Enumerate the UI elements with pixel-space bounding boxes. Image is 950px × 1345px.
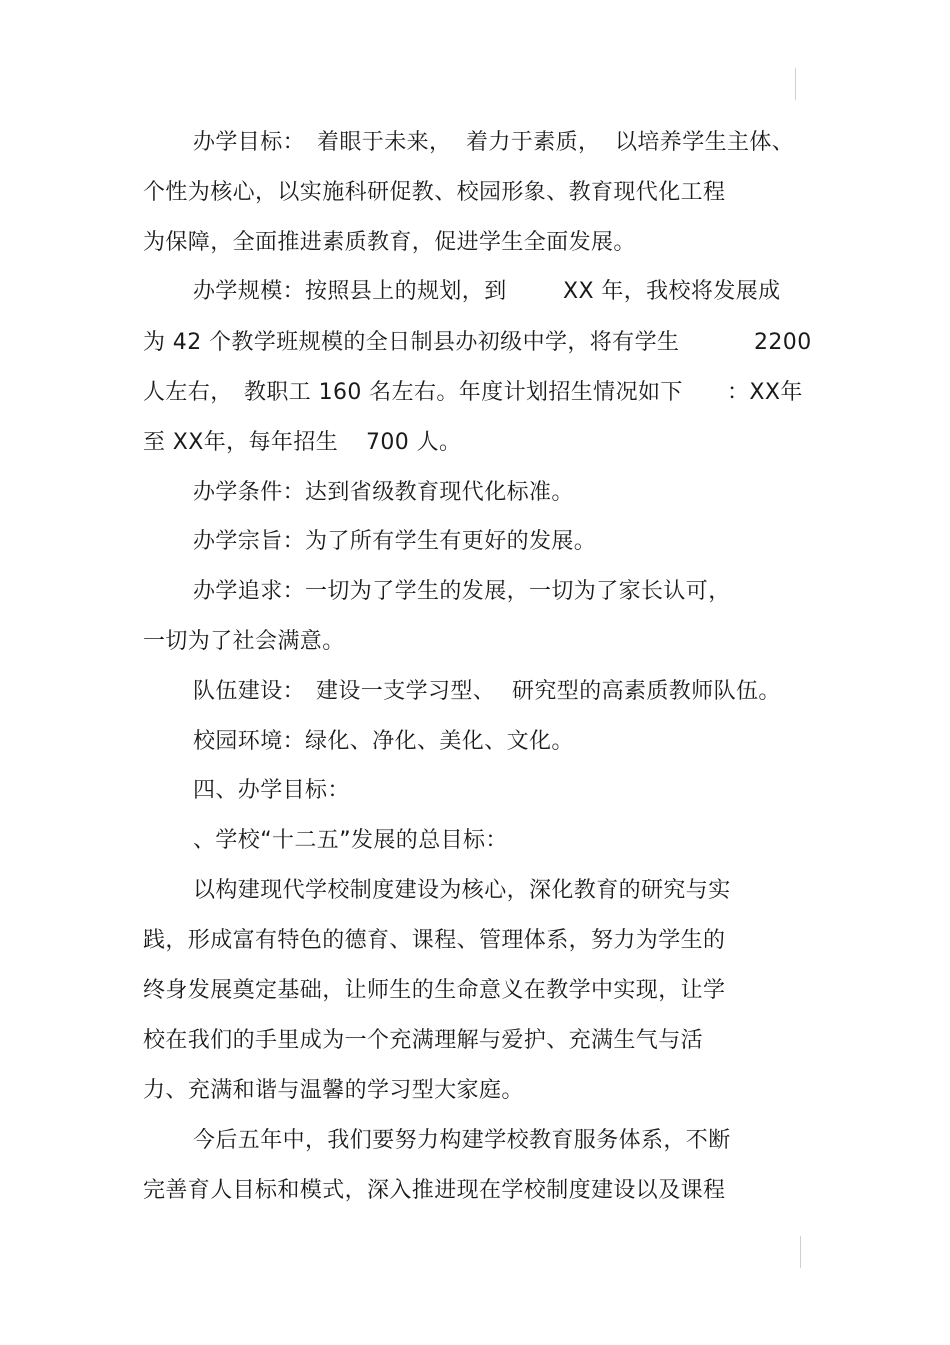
text-segment: 着力于素质， <box>466 130 601 155</box>
text-segment: 700 人。 <box>366 430 462 455</box>
text-segment: 2200 <box>754 330 812 355</box>
text-segment: 终身发展奠定基础，让师生的生命意义在教学中实现，让学 <box>143 978 726 1003</box>
text-segment: 至 XX年，每年招生 <box>143 430 339 455</box>
text-segment: 教职工 160 名左右。年度计划招生情况如下 <box>244 380 683 405</box>
text-segment: XX 年，我校将发展成 <box>563 279 781 304</box>
text-segment: 办学规模：按照县上的规划，到 <box>193 279 507 304</box>
text-segment: 为保障，全面推进素质教育，促进学生全面发展。 <box>143 230 636 255</box>
text-segment: 研究型的高素质教师队伍。 <box>512 679 781 704</box>
text-segment: 个性为核心，以实施科研促教、校园形象、教育现代化工程 <box>143 180 726 205</box>
text-segment: 一切为了社会满意。 <box>143 629 345 654</box>
text-segment: 今后五年中，我们要努力构建学校教育服务体系，不断 <box>193 1128 731 1153</box>
text-segment: 践，形成富有特色的德育、课程、管理体系，努力为学生的 <box>143 928 726 953</box>
text-segment: 校在我们的手里成为一个充满理解与爱护、充满生气与活 <box>143 1028 704 1053</box>
top-right-crop-mark <box>795 68 796 100</box>
text-segment: 完善育人目标和模式，深入推进现在学校制度建设以及课程 <box>143 1178 726 1203</box>
text-segment: 办学目标： <box>193 130 306 155</box>
text-segment: 为 42 个教学班规模的全日制县办初级中学，将有学生 <box>143 330 680 355</box>
text-segment: ：XX年 <box>727 380 803 405</box>
text-segment: 办学追求：一切为了学生的发展，一切为了家长认可， <box>193 579 731 604</box>
text-segment: 力、充满和谐与温馨的学习型大家庭。 <box>143 1078 524 1103</box>
text-segment: 以培养学生主体、 <box>615 130 795 155</box>
text-segment: 人左右， <box>143 380 233 405</box>
bottom-right-crop-mark <box>800 1236 801 1268</box>
text-segment: 办学条件：达到省级教育现代化标准。 <box>193 480 574 505</box>
text-segment: 队伍建设： <box>193 679 306 704</box>
text-segment: 校园环境：绿化、净化、美化、文化。 <box>193 729 574 754</box>
text-segment: 以构建现代学校制度建设为核心，深化教育的研究与实 <box>193 878 731 903</box>
text-segment: 办学宗旨：为了所有学生有更好的发展。 <box>193 529 597 554</box>
text-segment: 四、办学目标： <box>193 778 350 803</box>
text-segment: 着眼于未来， <box>317 130 452 155</box>
text-segment: 建设一支学习型、 <box>316 679 496 704</box>
text-segment: 、学校“十二五”发展的总目标： <box>193 828 508 853</box>
